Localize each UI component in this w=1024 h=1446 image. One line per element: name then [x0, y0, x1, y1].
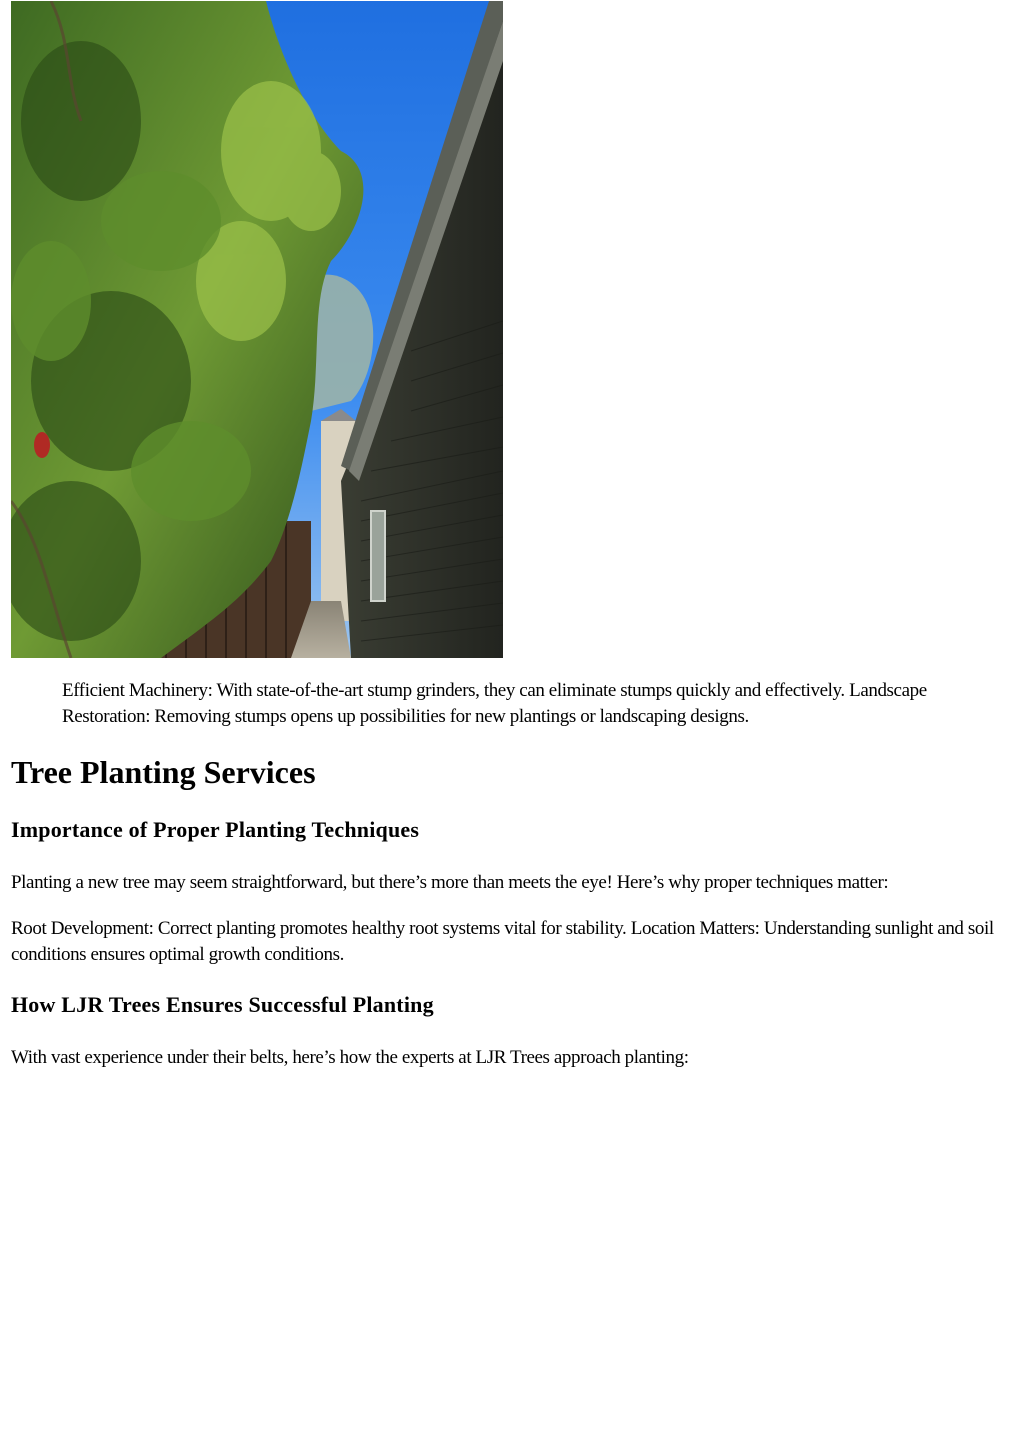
planting-benefits-paragraph: Root Development: Correct planting promotes healthy root systems vital for stability. Location Matters: Understanding sunlight and soil conditions ensures optimal growth conditions.	[11, 918, 994, 965]
subsection-heading-ljr-planting: How LJR Trees Ensures Successful Planting	[11, 992, 434, 1017]
garden-side-yard-photo	[11, 1, 503, 658]
subsection-heading-planting-techniques: Importance of Proper Planting Techniques	[11, 817, 420, 842]
section-title: Tree Planting Services	[11, 754, 316, 790]
planting-intro-paragraph: Planting a new tree may seem straightforward, but there’s more than meets the eye! Here’s why proper techniques matter:	[11, 872, 889, 893]
ljr-approach-paragraph: With vast experience under their belts, here’s how the experts at LJR Trees approach planting:	[11, 1047, 689, 1068]
list-paragraph: Efficient Machinery: With state-of-the-art stump grinders, they can eliminate stumps quickly and effectively. Landscape Restoration: Removing stumps opens up possibilities for new plantings or landscaping designs.	[62, 680, 927, 727]
